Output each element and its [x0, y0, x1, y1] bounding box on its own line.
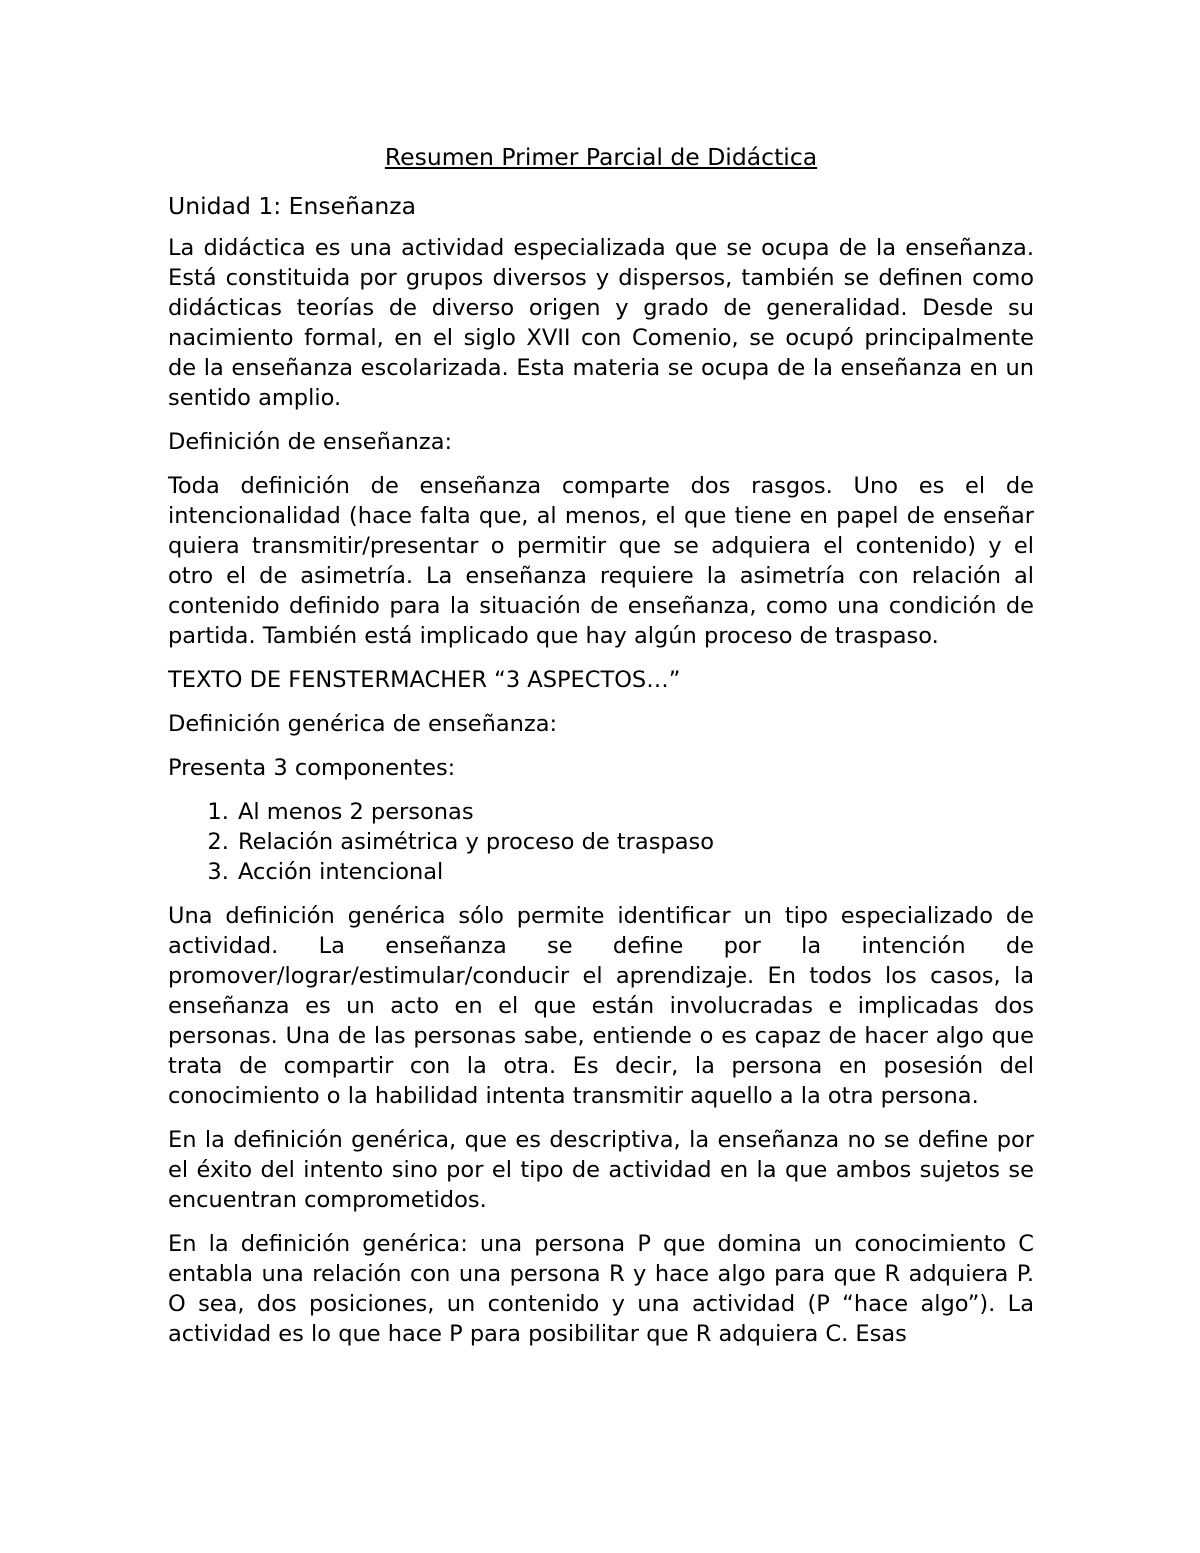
paragraph-componentes-intro: Presenta 3 componentes:: [168, 755, 456, 781]
list-item: 2. Relación asimétrica y proceso de traspaso: [236, 827, 1034, 857]
paragraph-definicion-ensenanza-heading: Definición de enseñanza:: [168, 429, 453, 455]
paragraph-definicion-generica-heading: Definición genérica de enseñanza:: [168, 711, 558, 737]
unit-heading: Unidad 1: Enseñanza: [168, 192, 417, 220]
components-list: [168, 797, 1034, 887]
paragraph-rasgos: Toda definición de enseñanza comparte dos rasgos. Uno es el de intencionalidad (hace falta que, al menos, el que tiene en papel de enseñar quiera transmitir/presentar o permitir que se adquiera el contenido) y el otro el de asimetría. La enseñanza requiere la asimetría con relación al contenido definido para la situación de enseñanza, como una condición de partida. También está implicado que hay algún proceso de traspaso.: [168, 473, 1034, 649]
paragraph-didactica-intro: La didáctica es una actividad especializada que se ocupa de la enseñanza. Está constituida por grupos diversos y dispersos, también se definen como didácticas teorías de diverso origen y grado de generalidad. Desde su nacimiento formal, en el siglo XVII con Comenio, se ocupó principalmente de la enseñanza escolarizada. Esta materia se ocupa de la enseñanza en un sentido amplio.: [168, 235, 1034, 411]
list-item: 3. Acción intencional: [236, 857, 1034, 887]
paragraph-fenstermacher: TEXTO DE FENSTERMACHER “3 ASPECTOS…”: [168, 667, 681, 693]
paragraph-descriptiva: En la definición genérica, que es descriptiva, la enseñanza no se define por el éxito del intento sino por el tipo de actividad en la que ambos sujetos se encuentran comprometidos.: [168, 1127, 1034, 1213]
document-body: [168, 140, 1034, 1363]
paragraph-p-c-r: En la definición genérica: una persona P que domina un conocimiento C entabla una relación con una persona R y hace algo para que R adquiera P. O sea, dos posiciones, un contenido y una actividad (P “hace algo”). La actividad es lo que hace P para posibilitar que R adquiera C. Esas: [168, 1231, 1034, 1347]
list-item: 1. Al menos 2 personas: [236, 797, 1034, 827]
document-title: Resumen Primer Parcial de Didáctica: [384, 143, 818, 171]
paragraph-definicion-generica: Una definición genérica sólo permite identificar un tipo especializado de actividad. La enseñanza se define por la intención de promover/lograr/estimular/conducir el aprendizaje. En todos los casos, la enseñanza es un acto en el que están involucradas e implicadas dos personas. Una de las personas sabe, entiende o es capaz de hacer algo que trata de compartir con la otra. Es decir, la persona en posesión del conocimiento o la habilidad intenta transmitir aquello a la otra persona.: [168, 903, 1034, 1109]
